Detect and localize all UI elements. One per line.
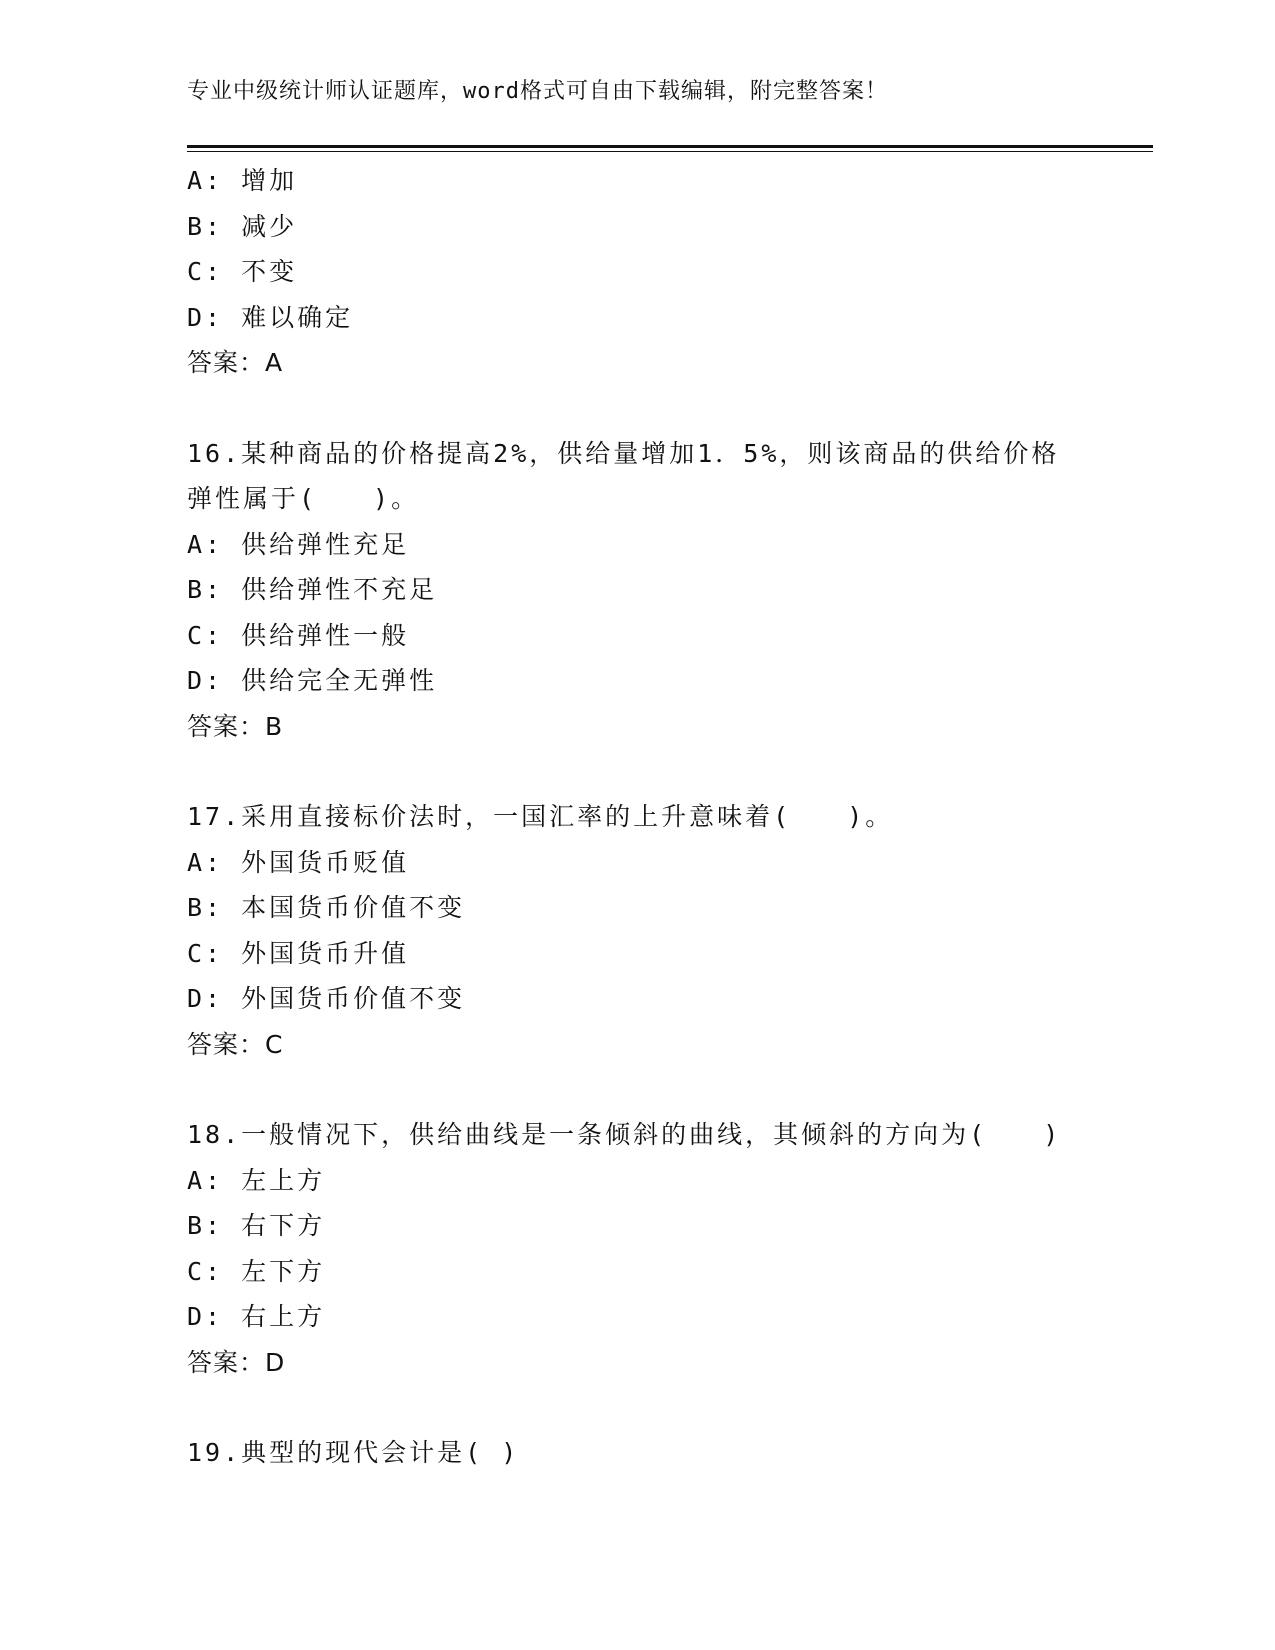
question-stem: 17.采用直接标价法时，一国汇率的上升意味着( )。 [187,802,894,831]
option-b: B: 右下方 [187,1211,326,1240]
question-16 [187,431,1147,750]
option-a: A: 左上方 [187,1165,326,1195]
answer-line: 答案：C [187,1029,284,1059]
option-a: A: 增加 [187,166,298,195]
page-header: 专业中级统计师认证题库，word格式可自由下载编辑，附完整答案！ [187,79,888,104]
option-a: A: 外国货币贬值 [187,847,410,877]
previous-question [187,158,1147,386]
option-d: D: 外国货币价值不变 [187,984,466,1013]
option-c: C: 不变 [187,257,298,286]
question-stem: 19.典型的现代会计是( ) [187,1438,520,1467]
option-b: B: 本国货币价值不变 [187,893,466,922]
answer-line: 答案：B [187,711,284,741]
spacer [187,749,1147,794]
spacer [187,1067,1147,1112]
header-divider-thin [187,151,1153,152]
option-d: D: 供给完全无弹性 [187,666,438,695]
option-c: C: 外国货币升值 [187,938,410,968]
question-stem: 18.一般情况下，供给曲线是一条倾斜的曲线，其倾斜的方向为( ) [187,1120,1062,1149]
question-19 [187,1430,1147,1476]
spacer [187,1385,1147,1430]
option-d: D: 难以确定 [187,302,354,332]
question-stem-continued: 弹性属于( )。 [187,484,420,513]
question-stem: 16.某种商品的价格提高2%，供给量增加1．5%，则该商品的供给价格 [187,438,1060,468]
spacer [187,386,1147,431]
question-content [187,158,1147,1476]
option-d: D: 右上方 [187,1302,326,1331]
answer-line: 答案：A [187,348,284,377]
option-b: B: 减少 [187,211,298,241]
header-divider-thick [187,145,1153,148]
option-c: C: 左下方 [187,1256,326,1286]
answer-line: 答案：D [187,1347,286,1377]
question-18 [187,1112,1147,1385]
option-c: C: 供给弹性一般 [187,620,410,650]
question-17 [187,794,1147,1067]
option-b: B: 供给弹性不充足 [187,575,438,604]
option-a: A: 供给弹性充足 [187,529,410,559]
